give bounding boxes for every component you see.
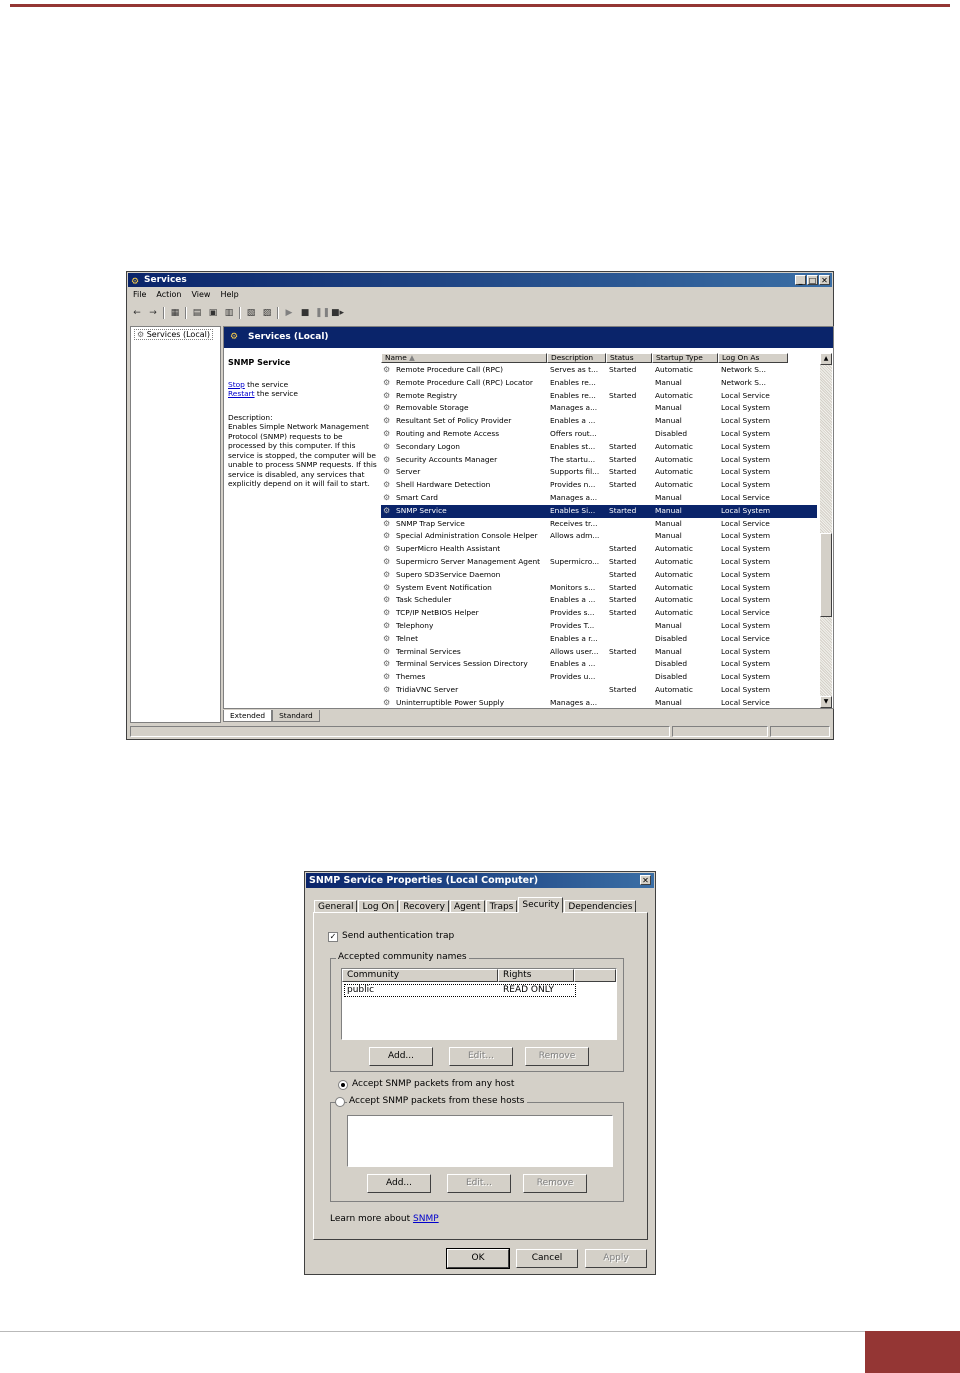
service-startup-type: Automatic <box>655 569 693 579</box>
service-log-on-as: Local Service <box>721 608 770 618</box>
service-name: ⚙ Terminal Services <box>381 646 547 659</box>
table-row[interactable] <box>381 505 817 518</box>
community-group-label: Accepted community names <box>338 952 467 962</box>
service-gear-icon: ⚙ <box>383 441 391 451</box>
tab-agent[interactable]: Agent <box>450 900 485 913</box>
table-row[interactable] <box>381 607 817 620</box>
service-log-on-as: Local Service <box>721 492 770 502</box>
tree-node-services-local[interactable]: ⚙ Services (Local) <box>134 329 213 340</box>
service-description: Enables Si... <box>550 505 596 515</box>
service-status <box>606 633 652 646</box>
details-pane <box>223 326 834 709</box>
restart-service-icon[interactable]: ■▸ <box>331 308 345 318</box>
service-status <box>606 377 652 390</box>
service-log-on-as: Local System <box>721 672 771 682</box>
service-log-on-as: Local System <box>721 569 771 579</box>
service-log-on-as: Local System <box>721 556 771 566</box>
service-gear-icon: ⚙ <box>383 518 391 528</box>
service-gear-icon: ⚙ <box>383 454 391 464</box>
toolbar-separator <box>163 307 165 319</box>
service-log-on-as: Local System <box>721 454 771 464</box>
service-name: ⚙ Uninterruptible Power Supply <box>381 697 547 708</box>
column-header-community[interactable]: Community <box>342 969 498 982</box>
service-status: Started <box>609 556 637 566</box>
service-description: Enables a ... <box>550 659 596 669</box>
table-row[interactable] <box>381 671 817 684</box>
service-description: Enables a ... <box>550 595 596 605</box>
service-log-on-as: Local System <box>721 659 771 669</box>
service-startup-type: Automatic <box>655 454 693 464</box>
service-status: Started <box>609 608 637 618</box>
table-row[interactable] <box>381 556 817 569</box>
service-log-on-as: Local System <box>721 467 771 477</box>
table-row[interactable] <box>381 530 817 543</box>
service-log-on-as: Local System <box>721 595 771 605</box>
hosts-list[interactable] <box>347 1115 613 1167</box>
status-pane <box>130 726 670 737</box>
table-row[interactable] <box>381 492 817 505</box>
community-name: public <box>347 985 375 995</box>
service-startup-type: Disabled <box>655 633 688 643</box>
service-description: Enables re... <box>550 377 596 387</box>
services-title-bar[interactable] <box>128 273 832 287</box>
table-row[interactable] <box>381 518 817 531</box>
service-log-on-as: Local System <box>721 441 771 451</box>
service-log-on-as: Local System <box>721 505 771 515</box>
service-startup-type: Disabled <box>655 672 688 682</box>
service-log-on-as: Local System <box>721 403 771 413</box>
service-startup-type: Automatic <box>655 441 693 451</box>
service-name: ⚙ Remote Procedure Call (RPC) <box>381 364 547 377</box>
service-description: Enables a r... <box>550 633 598 643</box>
table-row[interactable] <box>381 466 817 479</box>
page-footer-rule <box>0 1331 960 1332</box>
service-description: Provides T... <box>550 620 595 630</box>
table-row[interactable] <box>381 633 817 646</box>
stop-service-icon[interactable]: ■ <box>300 308 310 318</box>
service-startup-type: Disabled <box>655 428 688 438</box>
service-name: ⚙ Security Accounts Manager <box>381 454 547 467</box>
service-name: ⚙ Server <box>381 466 547 479</box>
dialog-tabs <box>314 897 637 913</box>
service-gear-icon: ⚙ <box>383 556 391 566</box>
list-item[interactable] <box>344 984 576 997</box>
service-status: Started <box>609 390 637 400</box>
snmp-help-link[interactable]: SNMP <box>413 1214 439 1224</box>
service-gear-icon: ⚙ <box>383 697 391 707</box>
service-startup-type: Automatic <box>655 556 693 566</box>
menu-view[interactable]: View <box>191 290 211 299</box>
scroll-up-button[interactable]: ▲ <box>820 353 832 365</box>
service-description: Enables re... <box>550 390 596 400</box>
community-add-button[interactable]: Add... <box>369 1047 433 1066</box>
community-names-group <box>330 952 624 1072</box>
toolbar <box>131 306 343 320</box>
stop-service-link[interactable]: Stop <box>228 379 245 389</box>
service-gear-icon: ⚙ <box>383 492 391 502</box>
restart-service-link[interactable]: Restart <box>228 389 255 398</box>
service-name: ⚙ Remote Registry <box>381 390 547 403</box>
service-startup-type: Manual <box>655 518 682 528</box>
service-gear-icon: ⚙ <box>383 595 391 605</box>
service-gear-icon: ⚙ <box>383 365 391 374</box>
view-tabs <box>223 710 320 722</box>
table-row[interactable] <box>381 364 817 377</box>
service-status <box>606 671 652 684</box>
service-description: Provides s... <box>550 608 595 618</box>
send-auth-trap-checkbox[interactable]: ✓ <box>329 932 337 941</box>
apply-button[interactable]: Apply <box>585 1249 647 1268</box>
service-description: Provides n... <box>550 480 596 490</box>
service-description: Enables st... <box>550 441 596 451</box>
service-startup-type: Automatic <box>655 467 693 477</box>
selected-service-name: SNMP Service <box>228 358 291 367</box>
column-header-name[interactable]: Name ▲ <box>381 353 547 363</box>
table-row[interactable] <box>381 646 817 659</box>
description-text: Enables Simple Network Management Protocol (SNMP) requests to be processed by this computer. If this service is stopped, the computer will be unable to process SNMP requests. If this service is disabled, any services that explicitly depend on it will fail to start. <box>228 422 377 488</box>
service-startup-type: Automatic <box>655 684 693 694</box>
tab-standard[interactable]: Standard <box>272 710 320 722</box>
service-status: Started <box>609 646 637 656</box>
table-row[interactable] <box>381 479 817 492</box>
column-header-startup-type[interactable]: Startup Type <box>652 353 718 363</box>
service-startup-type: Manual <box>655 697 682 707</box>
services-gear-icon: ⚙ <box>131 277 140 287</box>
services-rows <box>381 364 817 708</box>
community-list-header <box>342 969 616 982</box>
service-gear-icon: ⚙ <box>383 582 391 592</box>
service-status <box>606 402 652 415</box>
service-description: Manages a... <box>550 697 598 707</box>
pause-service-icon[interactable]: ❚❚ <box>315 308 331 318</box>
service-gear-icon: ⚙ <box>383 646 391 656</box>
minimize-button[interactable]: _ <box>795 275 806 285</box>
service-name: ⚙ Task Scheduler <box>381 594 547 607</box>
service-startup-type: Manual <box>655 377 682 387</box>
table-row[interactable] <box>381 377 817 390</box>
dialog-title: SNMP Service Properties (Local Computer) <box>309 875 539 886</box>
service-status: Started <box>609 505 637 515</box>
service-description: Supports fil... <box>550 467 600 477</box>
toolbar-separator <box>185 307 187 319</box>
security-tab-panel <box>313 912 648 1240</box>
service-startup-type: Manual <box>655 403 682 413</box>
community-edit-button[interactable]: Edit... <box>449 1047 513 1066</box>
service-startup-type: Manual <box>655 620 682 630</box>
maximize-button[interactable]: □ <box>808 276 817 285</box>
table-row[interactable] <box>381 582 817 595</box>
tab-traps[interactable]: Traps <box>486 900 518 913</box>
service-description <box>547 543 606 556</box>
service-description: Allows adm... <box>550 531 600 541</box>
service-name: ⚙ Telnet <box>381 633 547 646</box>
back-arrow-icon[interactable]: ← <box>133 308 141 318</box>
table-row[interactable] <box>381 402 817 415</box>
service-description: Serves as t... <box>550 365 599 374</box>
service-startup-type: Automatic <box>655 595 693 605</box>
service-gear-icon: ⚙ <box>383 684 391 694</box>
service-gear-icon: ⚙ <box>383 480 391 490</box>
status-bar <box>130 726 830 737</box>
column-header-rights[interactable]: Rights <box>498 969 574 982</box>
service-status: Started <box>609 595 637 605</box>
service-name: ⚙ Removable Storage <box>381 402 547 415</box>
service-gear-icon: ⚙ <box>383 659 391 669</box>
service-status: Started <box>609 569 637 579</box>
service-startup-type: Manual <box>655 646 682 656</box>
service-log-on-as: Local System <box>721 620 771 630</box>
service-startup-type: Automatic <box>655 480 693 490</box>
description-label: Description: <box>228 412 273 422</box>
pane-header: ⚙ Services (Local) <box>224 327 833 348</box>
service-status <box>606 620 652 633</box>
page-header-rule <box>10 4 950 7</box>
export-list-icon[interactable]: ▥ <box>224 308 234 318</box>
service-status: Started <box>609 684 637 694</box>
column-header-description[interactable]: Description <box>547 353 606 363</box>
learn-more: Learn more about SNMP <box>330 1214 439 1224</box>
service-startup-type: Automatic <box>655 582 693 592</box>
hosts-add-button[interactable]: Add... <box>367 1174 431 1193</box>
service-name: ⚙ Supero SD3Service Daemon <box>381 569 547 582</box>
service-name: ⚙ SNMP Trap Service <box>381 518 547 531</box>
service-name: ⚙ Shell Hardware Detection <box>381 479 547 492</box>
ok-button[interactable]: OK <box>447 1249 509 1268</box>
service-status <box>606 697 652 708</box>
toolbar-separator <box>277 307 279 319</box>
table-row[interactable] <box>381 697 817 708</box>
service-gear-icon: ⚙ <box>383 505 391 515</box>
table-row[interactable] <box>381 543 817 556</box>
service-log-on-as: Local System <box>721 544 771 554</box>
service-description: Manages a... <box>550 492 598 502</box>
cancel-button[interactable]: Cancel <box>516 1249 578 1268</box>
dialog-title-bar[interactable] <box>306 873 654 888</box>
column-header-log-on-as[interactable]: Log On As <box>718 353 788 363</box>
toolbar-separator <box>239 307 241 319</box>
table-row[interactable] <box>381 684 817 697</box>
table-row[interactable] <box>381 390 817 403</box>
service-name: ⚙ Special Administration Console Helper <box>381 530 547 543</box>
service-description: Offers rout... <box>550 428 597 438</box>
service-name: ⚙ Terminal Services Session Directory <box>381 658 547 671</box>
table-row[interactable] <box>381 594 817 607</box>
tab-recovery[interactable]: Recovery <box>399 900 449 913</box>
service-gear-icon: ⚙ <box>383 428 391 438</box>
table-row[interactable] <box>381 454 817 467</box>
hosts-remove-button[interactable]: Remove <box>523 1174 587 1193</box>
services-gear-icon: ⚙ <box>137 330 145 339</box>
services-list <box>381 353 817 708</box>
service-name: ⚙ Secondary Logon <box>381 441 547 454</box>
refresh-icon[interactable]: ▣ <box>208 308 218 318</box>
page-number-box <box>865 1331 960 1373</box>
service-status <box>606 428 652 441</box>
service-name: ⚙ Supermicro Server Management Agent <box>381 556 547 569</box>
service-startup-type: Manual <box>655 492 682 502</box>
service-description: Enables a ... <box>550 416 596 426</box>
table-row[interactable] <box>381 569 817 582</box>
service-startup-type: Automatic <box>655 365 693 374</box>
column-header-status[interactable]: Status <box>606 353 652 363</box>
service-status: Started <box>609 441 637 451</box>
service-gear-icon: ⚙ <box>383 620 391 630</box>
hosts-edit-button[interactable]: Edit... <box>447 1174 511 1193</box>
accept-any-host-radio[interactable] <box>338 1080 348 1090</box>
services-gear-icon: ⚙ <box>230 332 239 342</box>
menu-action[interactable]: Action <box>156 290 182 299</box>
console-tree <box>130 326 221 723</box>
service-description: Provides u... <box>550 672 596 682</box>
console-icon[interactable]: ▨ <box>262 308 272 318</box>
service-log-on-as: Local Service <box>721 697 770 707</box>
service-description <box>547 569 606 582</box>
service-status <box>606 415 652 428</box>
service-description: The startu... <box>550 454 596 464</box>
service-name: ⚙ TCP/IP NetBIOS Helper <box>381 607 547 620</box>
service-status: Started <box>609 467 637 477</box>
service-log-on-as: Network S... <box>721 377 766 387</box>
extended-description: SNMP Service Stop the service Restart the service Description: Enables Simple Network Management Protocol (SNMP) requests to be processed by this computer. If this service is stopped, the computer will be unable to process SNMP requests. If this service is disabled, any services that explicitly depend on it will fail to start. <box>228 358 380 489</box>
service-log-on-as: Local Service <box>721 518 770 528</box>
dialog-close-button[interactable]: ✕ <box>640 875 651 885</box>
column-header-blank <box>574 969 616 982</box>
service-log-on-as: Local System <box>721 531 771 541</box>
show-hide-tree-icon[interactable]: ▦ <box>170 308 180 318</box>
accept-any-host-label: Accept SNMP packets from any host <box>352 1079 515 1089</box>
service-name: ⚙ Themes <box>381 671 547 684</box>
service-log-on-as: Local System <box>721 646 771 656</box>
service-gear-icon: ⚙ <box>383 467 391 477</box>
service-log-on-as: Local System <box>721 582 771 592</box>
community-remove-button[interactable]: Remove <box>525 1047 589 1066</box>
services-title: Services <box>144 275 187 285</box>
service-name: ⚙ Smart Card <box>381 492 547 505</box>
service-status <box>606 658 652 671</box>
service-gear-icon: ⚙ <box>383 672 391 682</box>
service-status <box>606 492 652 505</box>
forward-arrow-icon[interactable]: → <box>149 308 157 318</box>
list-header <box>381 353 817 363</box>
properties-icon[interactable]: ▤ <box>192 308 202 318</box>
service-startup-type: Manual <box>655 416 682 426</box>
service-status: Started <box>609 365 637 374</box>
service-log-on-as: Local Service <box>721 633 770 643</box>
community-list[interactable] <box>341 968 617 1040</box>
table-row[interactable] <box>381 658 817 671</box>
service-gear-icon: ⚙ <box>383 416 391 426</box>
service-gear-icon: ⚙ <box>383 608 391 618</box>
table-row[interactable] <box>381 441 817 454</box>
service-name: ⚙ Resultant Set of Policy Provider <box>381 415 547 428</box>
service-status <box>606 518 652 531</box>
status-pane <box>770 726 830 737</box>
service-description <box>547 684 606 697</box>
service-description: Monitors s... <box>550 582 596 592</box>
service-gear-icon: ⚙ <box>383 633 391 643</box>
tab-extended[interactable]: Extended <box>223 710 272 722</box>
service-description: Manages a... <box>550 403 598 413</box>
service-status <box>606 530 652 543</box>
service-startup-type: Automatic <box>655 608 693 618</box>
service-gear-icon: ⚙ <box>383 390 391 400</box>
service-startup-type: Manual <box>655 505 682 515</box>
close-button[interactable]: ✕ <box>819 275 830 285</box>
service-gear-icon: ⚙ <box>383 569 391 579</box>
service-log-on-as: Network S... <box>721 365 766 374</box>
service-name: ⚙ SuperMicro Health Assistant <box>381 543 547 556</box>
help-icon[interactable]: ▧ <box>246 308 256 318</box>
service-name: ⚙ SNMP Service <box>381 505 547 518</box>
service-log-on-as: Local System <box>721 428 771 438</box>
service-status: Started <box>609 582 637 592</box>
accepted-hosts-group <box>330 1096 624 1202</box>
service-status: Started <box>609 544 637 554</box>
service-startup-type: Automatic <box>655 544 693 554</box>
service-name: ⚙ TridiaVNC Server <box>381 684 547 697</box>
send-auth-trap-label: Send authentication trap <box>342 931 455 941</box>
menu-file[interactable]: File <box>133 290 147 299</box>
service-gear-icon: ⚙ <box>383 544 391 554</box>
service-name: ⚙ Remote Procedure Call (RPC) Locator <box>381 377 547 390</box>
tab-general[interactable]: General <box>314 900 357 913</box>
accept-these-hosts-label: Accept SNMP packets from these hosts <box>349 1096 525 1106</box>
tab-log-on[interactable]: Log On <box>358 900 398 913</box>
table-row[interactable] <box>381 428 817 441</box>
service-name: ⚙ Telephony <box>381 620 547 633</box>
status-pane <box>672 726 768 737</box>
service-status: Started <box>609 454 637 464</box>
service-gear-icon: ⚙ <box>383 403 391 413</box>
menu-help[interactable]: Help <box>220 290 239 299</box>
start-service-icon[interactable]: ▶ <box>285 308 293 318</box>
community-rights: READ ONLY <box>503 985 555 995</box>
service-name: ⚙ System Event Notification <box>381 582 547 595</box>
service-gear-icon: ⚙ <box>383 377 391 387</box>
menu-bar <box>133 290 239 302</box>
service-log-on-as: Local System <box>721 684 771 694</box>
tab-security[interactable]: Security <box>518 897 563 913</box>
tab-dependencies[interactable]: Dependencies <box>564 900 636 913</box>
table-row[interactable] <box>381 620 817 633</box>
service-name: ⚙ Routing and Remote Access <box>381 428 547 441</box>
service-status: Started <box>609 480 637 490</box>
scroll-down-button[interactable]: ▼ <box>820 696 832 708</box>
scroll-thumb[interactable] <box>820 533 832 617</box>
service-description: Receives tr... <box>550 518 598 528</box>
accept-these-hosts-radio[interactable] <box>335 1097 345 1107</box>
service-gear-icon: ⚙ <box>383 531 391 541</box>
service-description: Allows user... <box>550 646 599 656</box>
vertical-scrollbar[interactable] <box>820 353 832 708</box>
table-row[interactable] <box>381 415 817 428</box>
service-log-on-as: Local System <box>721 480 771 490</box>
services-window <box>126 271 834 740</box>
service-description: Supermicro... <box>550 556 600 566</box>
service-log-on-as: Local Service <box>721 390 770 400</box>
service-startup-type: Manual <box>655 531 682 541</box>
snmp-properties-dialog <box>304 871 656 1275</box>
service-startup-type: Automatic <box>655 390 693 400</box>
service-startup-type: Disabled <box>655 659 688 669</box>
service-log-on-as: Local System <box>721 416 771 426</box>
